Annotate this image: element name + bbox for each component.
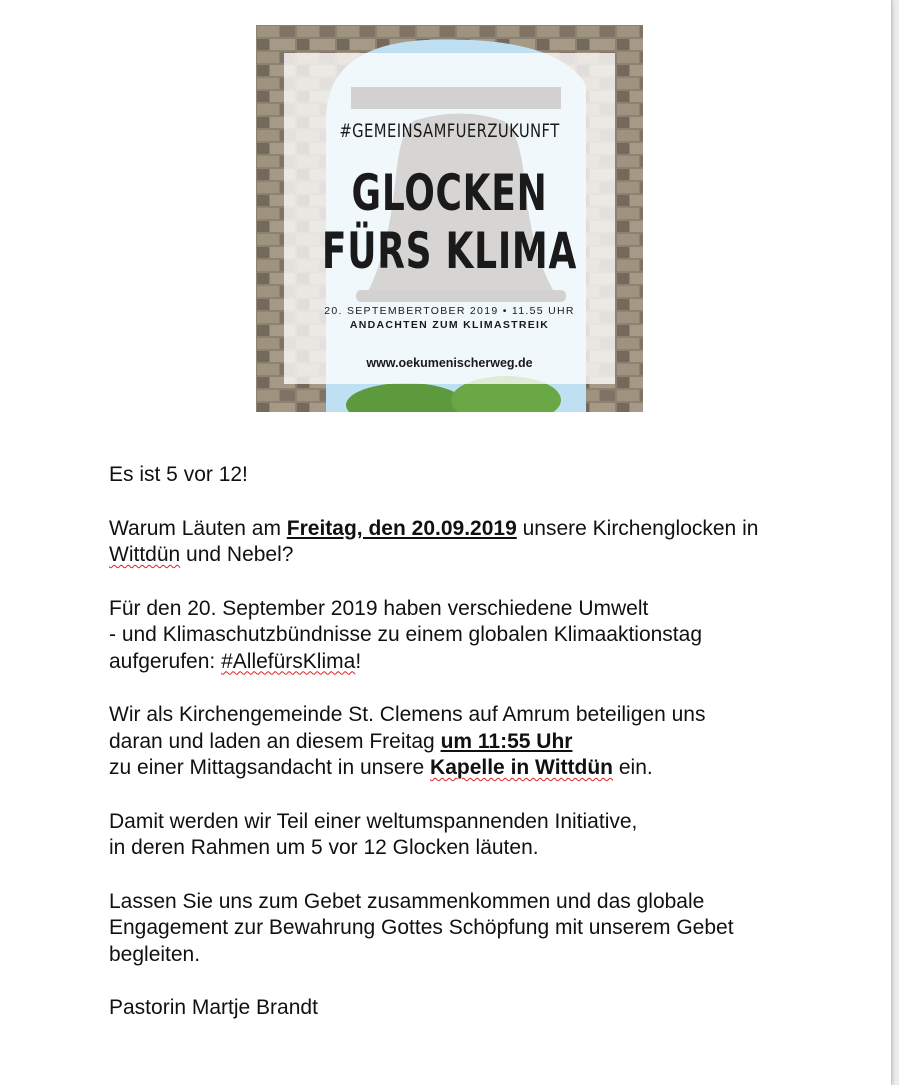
hashtag-allefuersklima: #AllefürsKlima [221,649,356,673]
paragraph-prayer [109,889,869,969]
paragraph-intro [109,462,869,489]
time-highlight: um 11:55 Uhr [440,729,573,753]
intro-text: Es ist 5 vor 12! [109,463,248,486]
invitation-line1: Wir als Kirchengemeinde St. Clemens auf Amrum beteiligen uns [109,703,706,726]
context-line1: Für den 20. September 2019 haben verschiedene Umwelt [109,596,649,620]
paragraph-initiative [109,809,869,862]
initiative-line2: in deren Rahmen um 5 vor 12 Glocken läuten. [109,836,539,859]
invitation-text-b: zu einer Mittagsandacht in unsere [109,756,431,779]
prayer-line2: Engagement zur Bewahrung Gottes Schöpfung mit unserem Gebet [109,916,734,939]
poster-subline: ANDACHTEN ZUM KLIMASTREIK [349,319,550,331]
poster-dateline: 20. SEPTEMBERTOBER 2019 • 11.55 UHR [324,305,575,317]
paragraph-signature [109,995,869,1022]
paragraph-question [109,516,869,569]
poster-image [256,25,643,412]
question-text-b: unsere Kirchenglocken in [516,516,759,540]
letter-body [109,462,869,1049]
poster-title-line2: FÜRS KLIMA [321,222,578,280]
context-text-a: aufgerufen: [109,649,222,673]
invitation-text-a: daran und laden an diesem Freitag [109,729,441,753]
paragraph-invitation [109,702,869,782]
context-line2: - und Klimaschutzbündnisse zu einem globalen Klimaaktionstag [109,623,703,646]
invitation-text-c: ein. [613,756,653,779]
initiative-line1: Damit werden wir Teil einer weltumspannenden Initiative, [109,809,638,833]
question-text-a: Warum Läuten am [109,516,287,540]
question-text-c: und Nebel? [180,543,294,566]
poster-hashtag: #GEMEINSAMFUERZUKUNFT [339,120,560,142]
prayer-line3: begleiten. [109,942,201,966]
context-text-b: ! [355,649,362,673]
poster-url: www.oekumenischerweg.de [366,356,533,370]
place-wittduen: Wittdün [109,543,181,566]
location-highlight: Kapelle in Wittdün [430,756,614,779]
poster-title-line1: GLOCKEN [351,164,548,222]
prayer-line1: Lassen Sie uns zum Gebet zusammenkommen und das globale [109,889,705,913]
paragraph-context [109,596,869,676]
signature: Pastorin Martje Brandt [109,996,318,1019]
date-highlight: Freitag, den 20.09.2019 [286,516,517,540]
